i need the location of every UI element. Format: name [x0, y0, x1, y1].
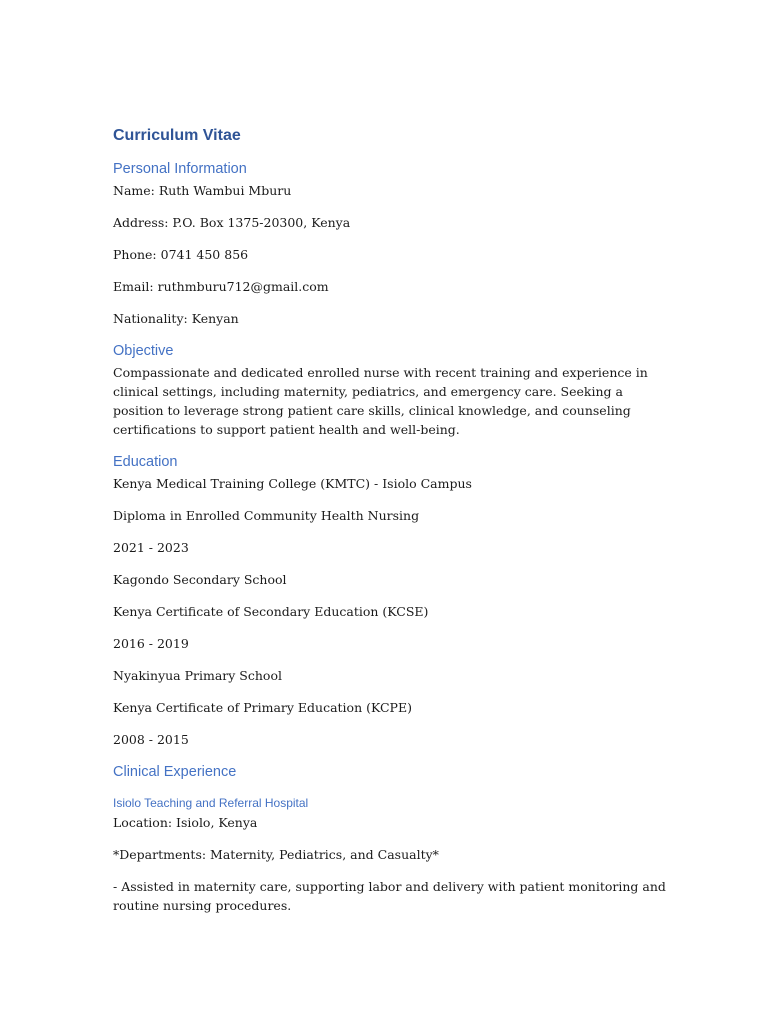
duty-line: - Assisted in maternity care, supporting labor and delivery with patient monitoring and routine nursing procedures.	[113, 879, 666, 913]
education-line: Kenya Certificate of Secondary Education (KCSE)	[113, 604, 429, 619]
education-line: Kenya Certificate of Primary Education (KCPE)	[113, 700, 412, 715]
education-line: Kenya Medical Training College (KMTC) - Isiolo Campus	[113, 476, 472, 491]
education-line: 2021 - 2023	[113, 540, 189, 555]
location-line: Location: Isiolo, Kenya	[113, 815, 258, 830]
education-line: 2008 - 2015	[113, 732, 189, 747]
address-line: Address: P.O. Box 1375-20300, Kenya	[113, 215, 351, 230]
clinical-experience-section	[113, 762, 668, 915]
name-line: Name: Ruth Wambui Mburu	[113, 183, 292, 198]
email-line: Email: ruthmburu712@gmail.com	[113, 279, 329, 294]
nationality-line: Nationality: Kenyan	[113, 311, 239, 326]
document-title: Curriculum Vitae	[113, 127, 241, 144]
departments-line: *Departments: Maternity, Pediatrics, and Casualty*	[113, 847, 439, 862]
personal-information-heading: Personal Information	[113, 161, 247, 177]
clinical-experience-heading: Clinical Experience	[113, 764, 237, 780]
education-heading: Education	[113, 454, 178, 470]
employer-heading: Isiolo Teaching and Referral Hospital	[113, 796, 309, 810]
objective-heading: Objective	[113, 343, 174, 359]
education-line: Nyakinyua Primary School	[113, 668, 282, 683]
personal-information-section	[113, 159, 668, 328]
phone-line: Phone: 0741 450 856	[113, 247, 249, 262]
education-line: 2016 - 2019	[113, 636, 189, 651]
objective-section	[113, 341, 668, 439]
education-line: Diploma in Enrolled Community Health Nursing	[113, 508, 420, 523]
objective-text: Compassionate and dedicated enrolled nurse with recent training and experience in clinical settings, including maternity, pediatrics, and emergency care. Seeking a position to leverage strong patient care skills, clinical knowledge, and counseling certifications to support patient health and well-being.	[113, 365, 648, 437]
education-line: Kagondo Secondary School	[113, 572, 287, 587]
education-section	[113, 452, 668, 749]
